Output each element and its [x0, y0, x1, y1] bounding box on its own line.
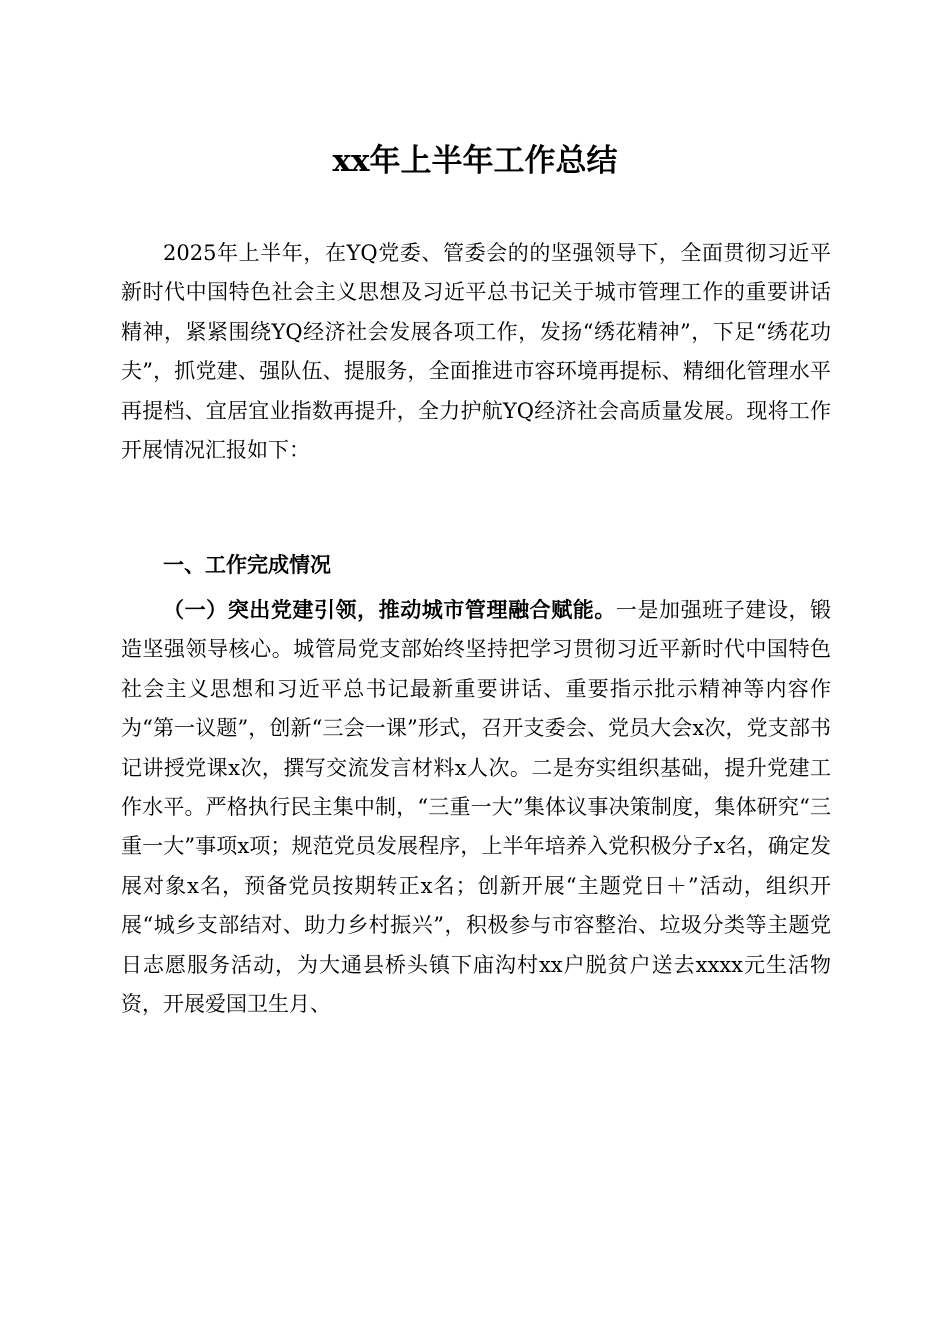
document-title: xx年上半年工作总结 — [332, 143, 618, 179]
subsection-paragraph-1 — [121, 590, 831, 1024]
intro-paragraph: 2025年上半年，在YQ党委、管委会的的坚强领导下，全面贯彻习近平新时代中国特色社会主义思想及习近平总书记关于城市管理工作的重要讲话精神，紧紧围绕YQ经济社会发展各项工作，发扬“绣花精神”，下足“绣花功夫”，抓党建、强队伍、提服务，全面推进市容环境再提标、精细化管理水平再提档、宜居宜业指数再提升，全力护航YQ经济社会高质量发展。现将工作开展情况汇报如下： — [121, 241, 831, 463]
section-heading-1: 一、工作完成情况 — [163, 553, 331, 577]
subsection-body-1: 一是加强班子建设，锻造坚强领导核心。城管局党支部始终坚持把学习贯彻习近平新时代中国特色社会主义思想和习近平总书记最新重要讲话、重要指示批示精神等内容作为“第一议题”，创新“三会一课”形式，召开支委会、党员大会x次，党支部书记讲授党课x次，撰写交流发言材料x人次。二是夯实组织基础，提升党建工作水平。严格执行民主集中制，“三重一大”集体议事决策制度，集体研究“三重一大”事项x项；规范党员发展程序，上半年培养入党积极分子x名，确定发展对象x名，预备党员按期转正x名；创新开展“主题党日＋”活动，组织开展“城乡支部结对、助力乡村振兴”，积极参与市容整治、垃圾分类等主题党日志愿服务活动，为大通县桥头镇下庙沟村xx户脱贫户送去xxxx元生活物资，开展爱国卫生月、 — [121, 598, 832, 1017]
subsection-heading-1: （一）突出党建引领，推动城市管理融合赋能。 — [163, 597, 616, 622]
